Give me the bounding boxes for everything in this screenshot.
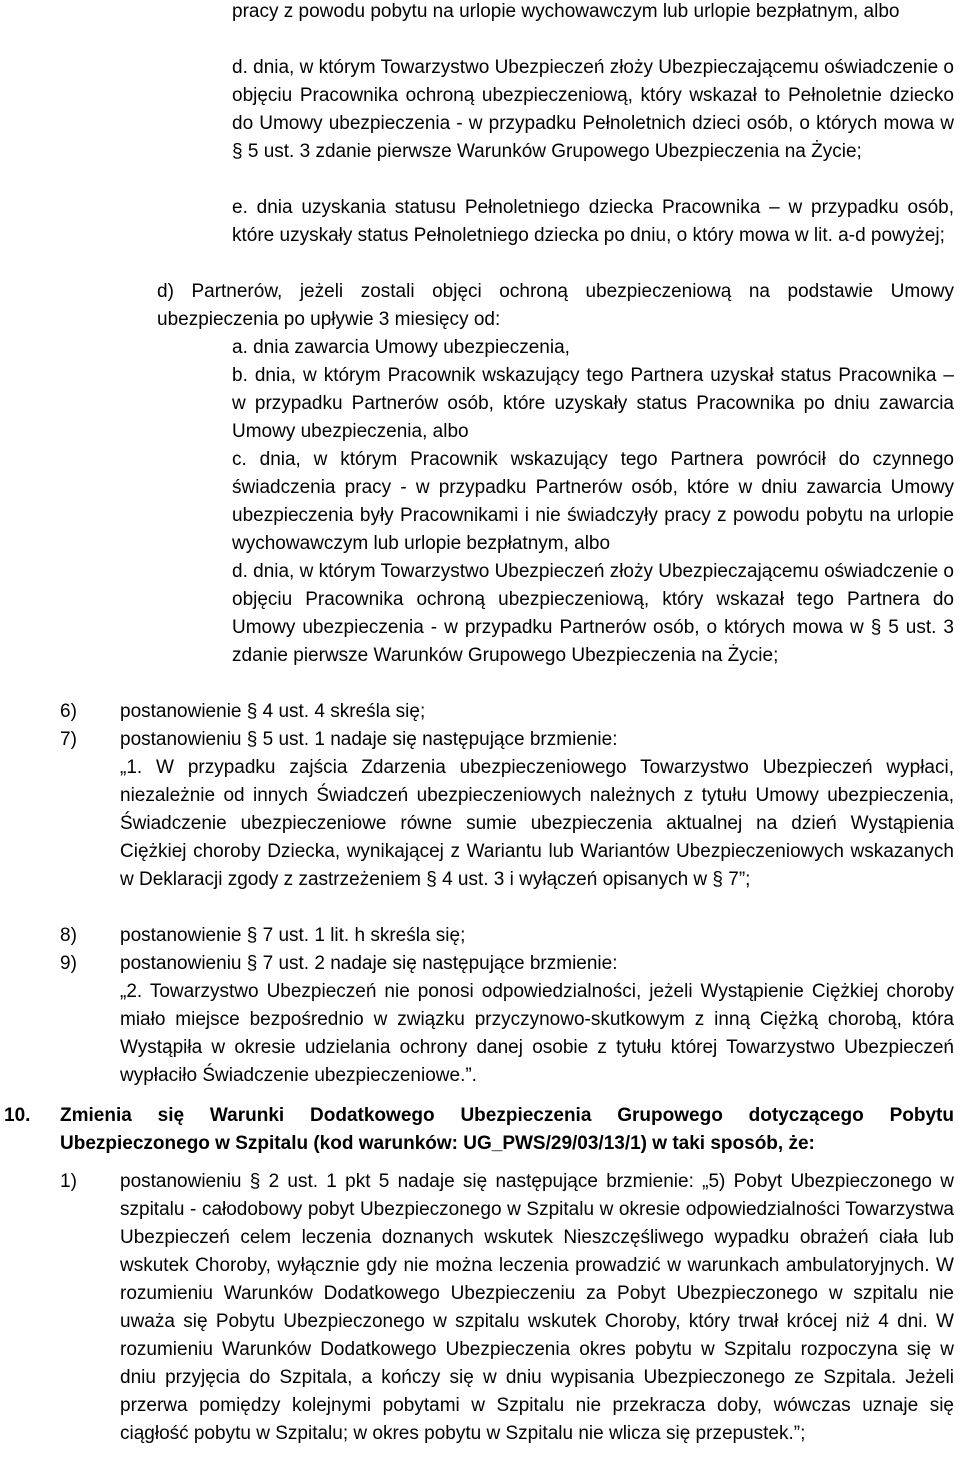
section-heading-10: Zmienia się Warunki Dodatkowego Ubezpieczenia Grupowego dotyczącego Pobytu Ubezpieczonego w Szpitalu (kod warunków: UG_PWS/29/03/13/1) w taki sposób, że: (60, 1105, 954, 1154)
list-number-7: 7) (60, 729, 77, 750)
paragraph-partners-clause: d) Partnerów, jeżeli zostali objęci ochroną ubezpieczeniową na podstawie Umowy ubezpieczenia po upływie 3 miesięcy od: (157, 281, 954, 330)
paragraph-point-6: postanowienie § 4 ust. 4 skreśla się; (120, 701, 426, 722)
list-number-1: 1) (60, 1171, 77, 1192)
paragraph-point-9: postanowieniu § 7 ust. 2 nadaje się następujące brzmienie: (120, 953, 618, 974)
paragraph-partners-item-b: b. dnia, w którym Pracownik wskazujący tego Partnera uzyskał status Pracownika – w przypadku Partnerów osób, które uzyskały status Pracownika po dniu zawarcia Umowy ubezpieczenia, albo (232, 365, 954, 442)
paragraph-item-d-adult-child: d. dnia, w którym Towarzystwo Ubezpieczeń złoży Ubezpieczającemu oświadczenie o objęciu Pracownika ochroną ubezpieczeniową, który wskazał to Pełnoletnie dziecko do Umowy ubezpieczenia - w przypadku Pełnoletnich dzieci osób, o których mowa w § 5 ust. 3 zdanie pierwsze Warunków Grupowego Ubezpieczenia na Życie; (232, 57, 954, 162)
paragraph-partners-item-d: d. dnia, w którym Towarzystwo Ubezpieczeń złoży Ubezpieczającemu oświadczenie o objęciu Pracownika ochroną ubezpieczeniową, który wskazał tego Partnera do Umowy ubezpieczenia - w przypadku Partnerów osób, o których mowa w § 5 ust. 3 zdanie pierwsze Warunków Grupowego Ubezpieczenia na Życie; (232, 561, 954, 666)
list-number-8: 8) (60, 925, 77, 946)
list-number-9: 9) (60, 953, 77, 974)
paragraph-quoted-clause-1: „1. W przypadku zajścia Zdarzenia ubezpieczeniowego Towarzystwo Ubezpieczeń wypłaci, niezależnie od innych Świadczeń ubezpieczeniowych należnych z tytułu Umowy ubezpieczenia, Świadczenie ubezpieczeniowe równe sumie ubezpieczenia aktualnej na dzień Wystąpienia Ciężkiej choroby Dziecka, wynikającej z Wariantu lub Wariantów Ubezpieczeniowych wskazanych w Deklaracji zgody z zastrzeżeniem § 4 ust. 3 i wyłączeń opisanych w § 7”; (120, 757, 954, 890)
paragraph-point-8: postanowienie § 7 ust. 1 lit. h skreśla się; (120, 925, 466, 946)
paragraph-work-absence-continuation: pracy z powodu pobytu na urlopie wychowawczym lub urlopie bezpłatnym, albo (232, 1, 900, 22)
paragraph-point-1-hospital-stay: postanowieniu § 2 ust. 1 pkt 5 nadaje się następujące brzmienie: „5) Pobyt Ubezpieczonego w szpitalu - całodobowy pobyt Ubezpieczonego w Szpitalu w okresie odpowiedzialności Towarzystwa Ubezpieczeń celem leczenia doznanych wskutek Nieszczęśliwego wypadku obrażeń ciała lub wskutek Choroby, wyłącznie gdy nie można leczenia prowadzić w warunkach ambulatoryjnych. W rozumieniu Warunków Dodatkowego Ubezpieczeniu za Pobyt Ubezpieczonego w szpitalu nie uważa się Pobytu Ubezpieczonego w szpitalu wskutek Choroby, który trwał krócej niż 4 dni. W rozumieniu Warunków Dodatkowego Ubezpieczenia okres pobytu w Szpitalu rozpoczyna się w dniu przyjęcia do Szpitala, a kończy się w dniu wypisania Ubezpieczonego ze Szpitala. Jeżeli przerwa pomiędzy kolejnymi pobytami w Szpitalu nie przekracza doby, wówczas uznaje się ciągłość pobytu w Szpitalu; w okres pobytu w Szpitalu nie wlicza się przepustek.”; (120, 1171, 954, 1444)
section-number-10: 10. (4, 1105, 31, 1126)
paragraph-point-7: postanowieniu § 5 ust. 1 nadaje się następujące brzmienie: (120, 729, 618, 750)
paragraph-quoted-clause-2: „2. Towarzystwo Ubezpieczeń nie ponosi odpowiedzialności, jeżeli Wystąpienie Ciężkiej choroby miało miejsce bezpośrednio w związku przyczynowo-skutkowym z inną Ciężką chorobą, która Wystąpiła w okresie udzielania ochrony danej osobie z tytułu której Towarzystwo Ubezpieczeń wypłaciło Świadczenie ubezpieczeniowe.”. (120, 981, 954, 1086)
paragraph-partners-item-a: a. dnia zawarcia Umowy ubezpieczenia, (232, 337, 570, 358)
list-number-6: 6) (60, 701, 77, 722)
paragraph-item-e-adult-child-status: e. dnia uzyskania statusu Pełnoletniego dziecka Pracownika – w przypadku osób, które uzyskały status Pełnoletniego dziecka po dniu, o który mowa w lit. a-d powyżej; (232, 197, 954, 246)
paragraph-partners-item-c: c. dnia, w którym Pracownik wskazujący tego Partnera powrócił do czynnego świadczenia pracy - w przypadku Partnerów osób, które w dniu zawarcia Umowy ubezpieczenia były Pracownikami i nie świadczyły pracy z powodu pobytu na urlopie wychowawczym lub urlopie bezpłatnym, albo (232, 449, 954, 554)
